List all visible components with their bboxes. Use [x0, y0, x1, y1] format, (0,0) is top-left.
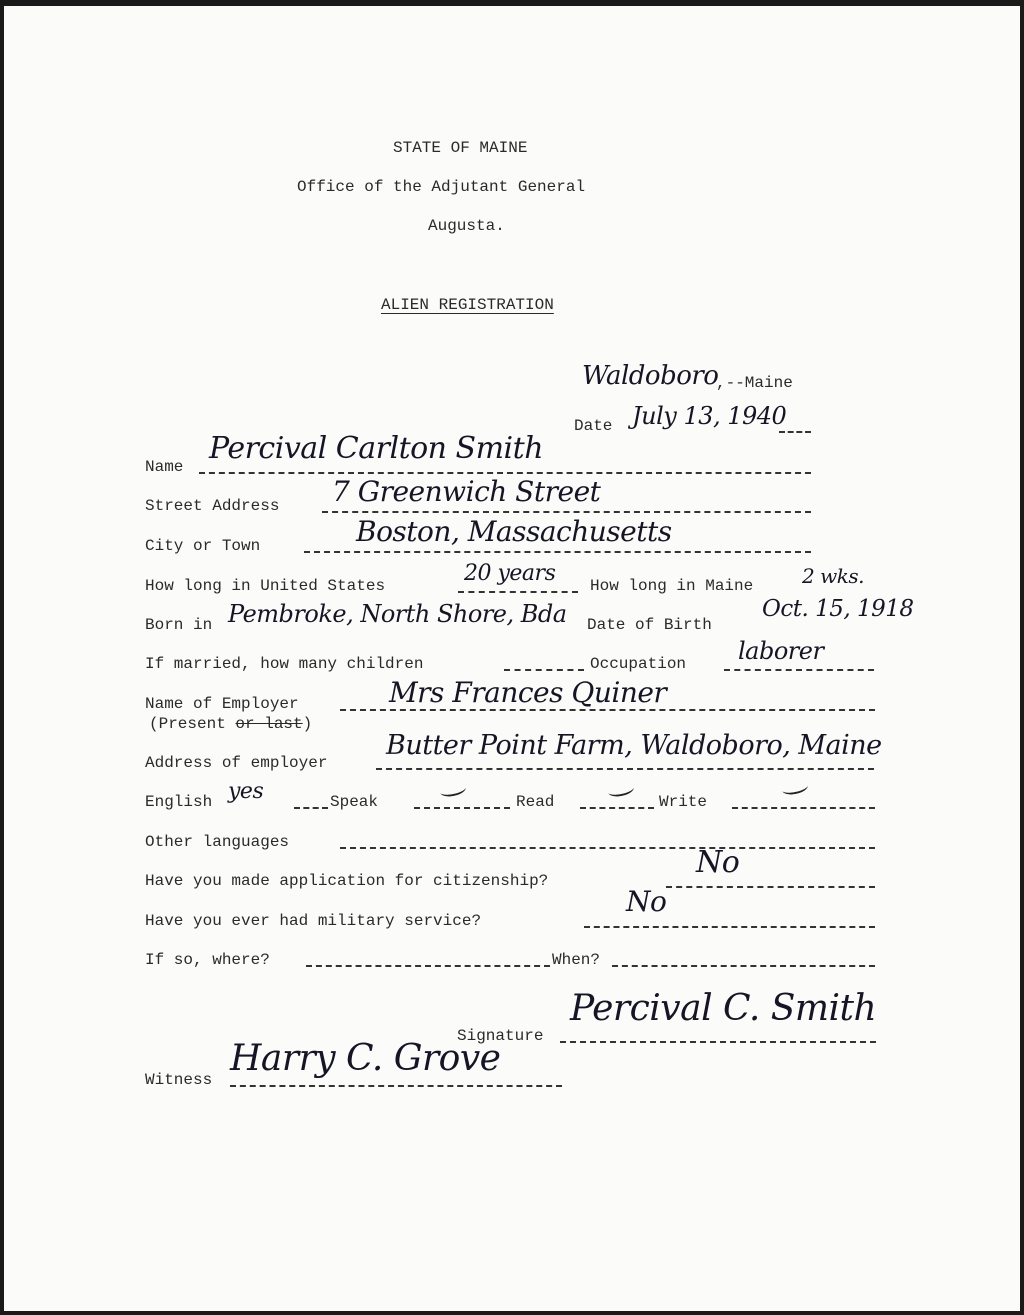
street-value: 7 Greenwich Street	[332, 475, 601, 508]
employer-label: Name of Employer	[145, 695, 299, 713]
employer-value: Mrs Frances Quiner	[389, 676, 667, 709]
write-line	[732, 807, 875, 809]
place-value: Waldoboro	[582, 361, 719, 391]
citizenship-line	[666, 886, 875, 888]
state-heading: STATE OF MAINE	[393, 139, 528, 157]
witness-value: Harry C. Grove	[230, 1038, 501, 1079]
witness-label: Witness	[145, 1071, 213, 1089]
street-label: Street Address	[145, 497, 280, 515]
place-suffix: ,--Maine	[716, 374, 793, 392]
where-line	[306, 965, 550, 967]
street-line	[322, 511, 811, 513]
dob-value: Oct. 15, 1918	[762, 596, 914, 622]
children-label: If married, how many children	[145, 655, 424, 673]
name-label: Name	[145, 458, 184, 476]
employer-line	[340, 709, 875, 711]
other-languages-label: Other languages	[145, 833, 290, 851]
date-line	[779, 431, 811, 433]
name-value: Percival Carlton Smith	[209, 431, 544, 466]
speak-line	[414, 807, 510, 809]
employer-sublabel-struck: or last	[235, 715, 303, 733]
military-label: Have you ever had military service?	[145, 912, 482, 930]
us-duration-value: 20 years	[464, 561, 556, 586]
office-heading: Office of the Adjutant General	[297, 178, 586, 196]
english-label: English	[145, 793, 213, 811]
other-languages-line	[340, 847, 875, 849]
occupation-value: laborer	[738, 637, 824, 665]
write-label: Write	[659, 793, 708, 811]
name-line	[199, 472, 811, 474]
employer-sublabel	[149, 716, 312, 732]
maine-duration-value: 2 wks.	[802, 564, 864, 588]
when-label: When?	[552, 951, 601, 969]
signature-line	[560, 1041, 876, 1043]
employer-address-value: Butter Point Farm, Waldoboro, Maine	[386, 730, 882, 761]
city-heading: Augusta.	[428, 217, 505, 235]
write-checkmark	[781, 779, 809, 796]
us-duration-label: How long in United States	[145, 577, 386, 595]
us-duration-line	[458, 591, 578, 593]
date-value: July 13, 1940	[632, 402, 787, 430]
city-label: City or Town	[145, 537, 261, 555]
speak-checkmark	[439, 781, 467, 798]
witness-line	[230, 1085, 562, 1087]
read-label: Read	[516, 793, 555, 811]
occupation-label: Occupation	[590, 655, 687, 673]
city-value: Boston, Massachusetts	[356, 515, 672, 548]
english-value: yes	[228, 779, 264, 804]
employer-address-label: Address of employer	[145, 754, 328, 772]
military-value: No	[626, 885, 667, 918]
maine-duration-label: How long in Maine	[590, 577, 754, 595]
form-title: ALIEN REGISTRATION	[381, 296, 554, 314]
children-line	[504, 669, 584, 671]
military-line	[584, 926, 875, 928]
registration-form-page	[4, 6, 1020, 1311]
born-in-label: Born in	[145, 616, 213, 634]
city-line	[304, 551, 811, 553]
english-line	[294, 807, 328, 809]
citizenship-label: Have you made application for citizenship?	[145, 872, 549, 890]
dob-label: Date of Birth	[587, 616, 712, 634]
employer-sublabel-c: )	[302, 715, 313, 733]
signature-value: Percival C. Smith	[570, 988, 877, 1029]
date-label: Date	[574, 417, 613, 435]
employer-sublabel-a: (Present	[149, 715, 236, 733]
read-line	[580, 807, 654, 809]
citizenship-value: No	[696, 845, 740, 880]
born-in-value: Pembroke, North Shore, Bda	[228, 600, 567, 628]
employer-address-line	[376, 768, 874, 770]
occupation-line	[724, 669, 874, 671]
signature-label: Signature	[457, 1027, 544, 1045]
read-checkmark	[607, 781, 635, 798]
speak-label: Speak	[330, 793, 379, 811]
when-line	[612, 965, 875, 967]
where-label: If so, where?	[145, 951, 270, 969]
